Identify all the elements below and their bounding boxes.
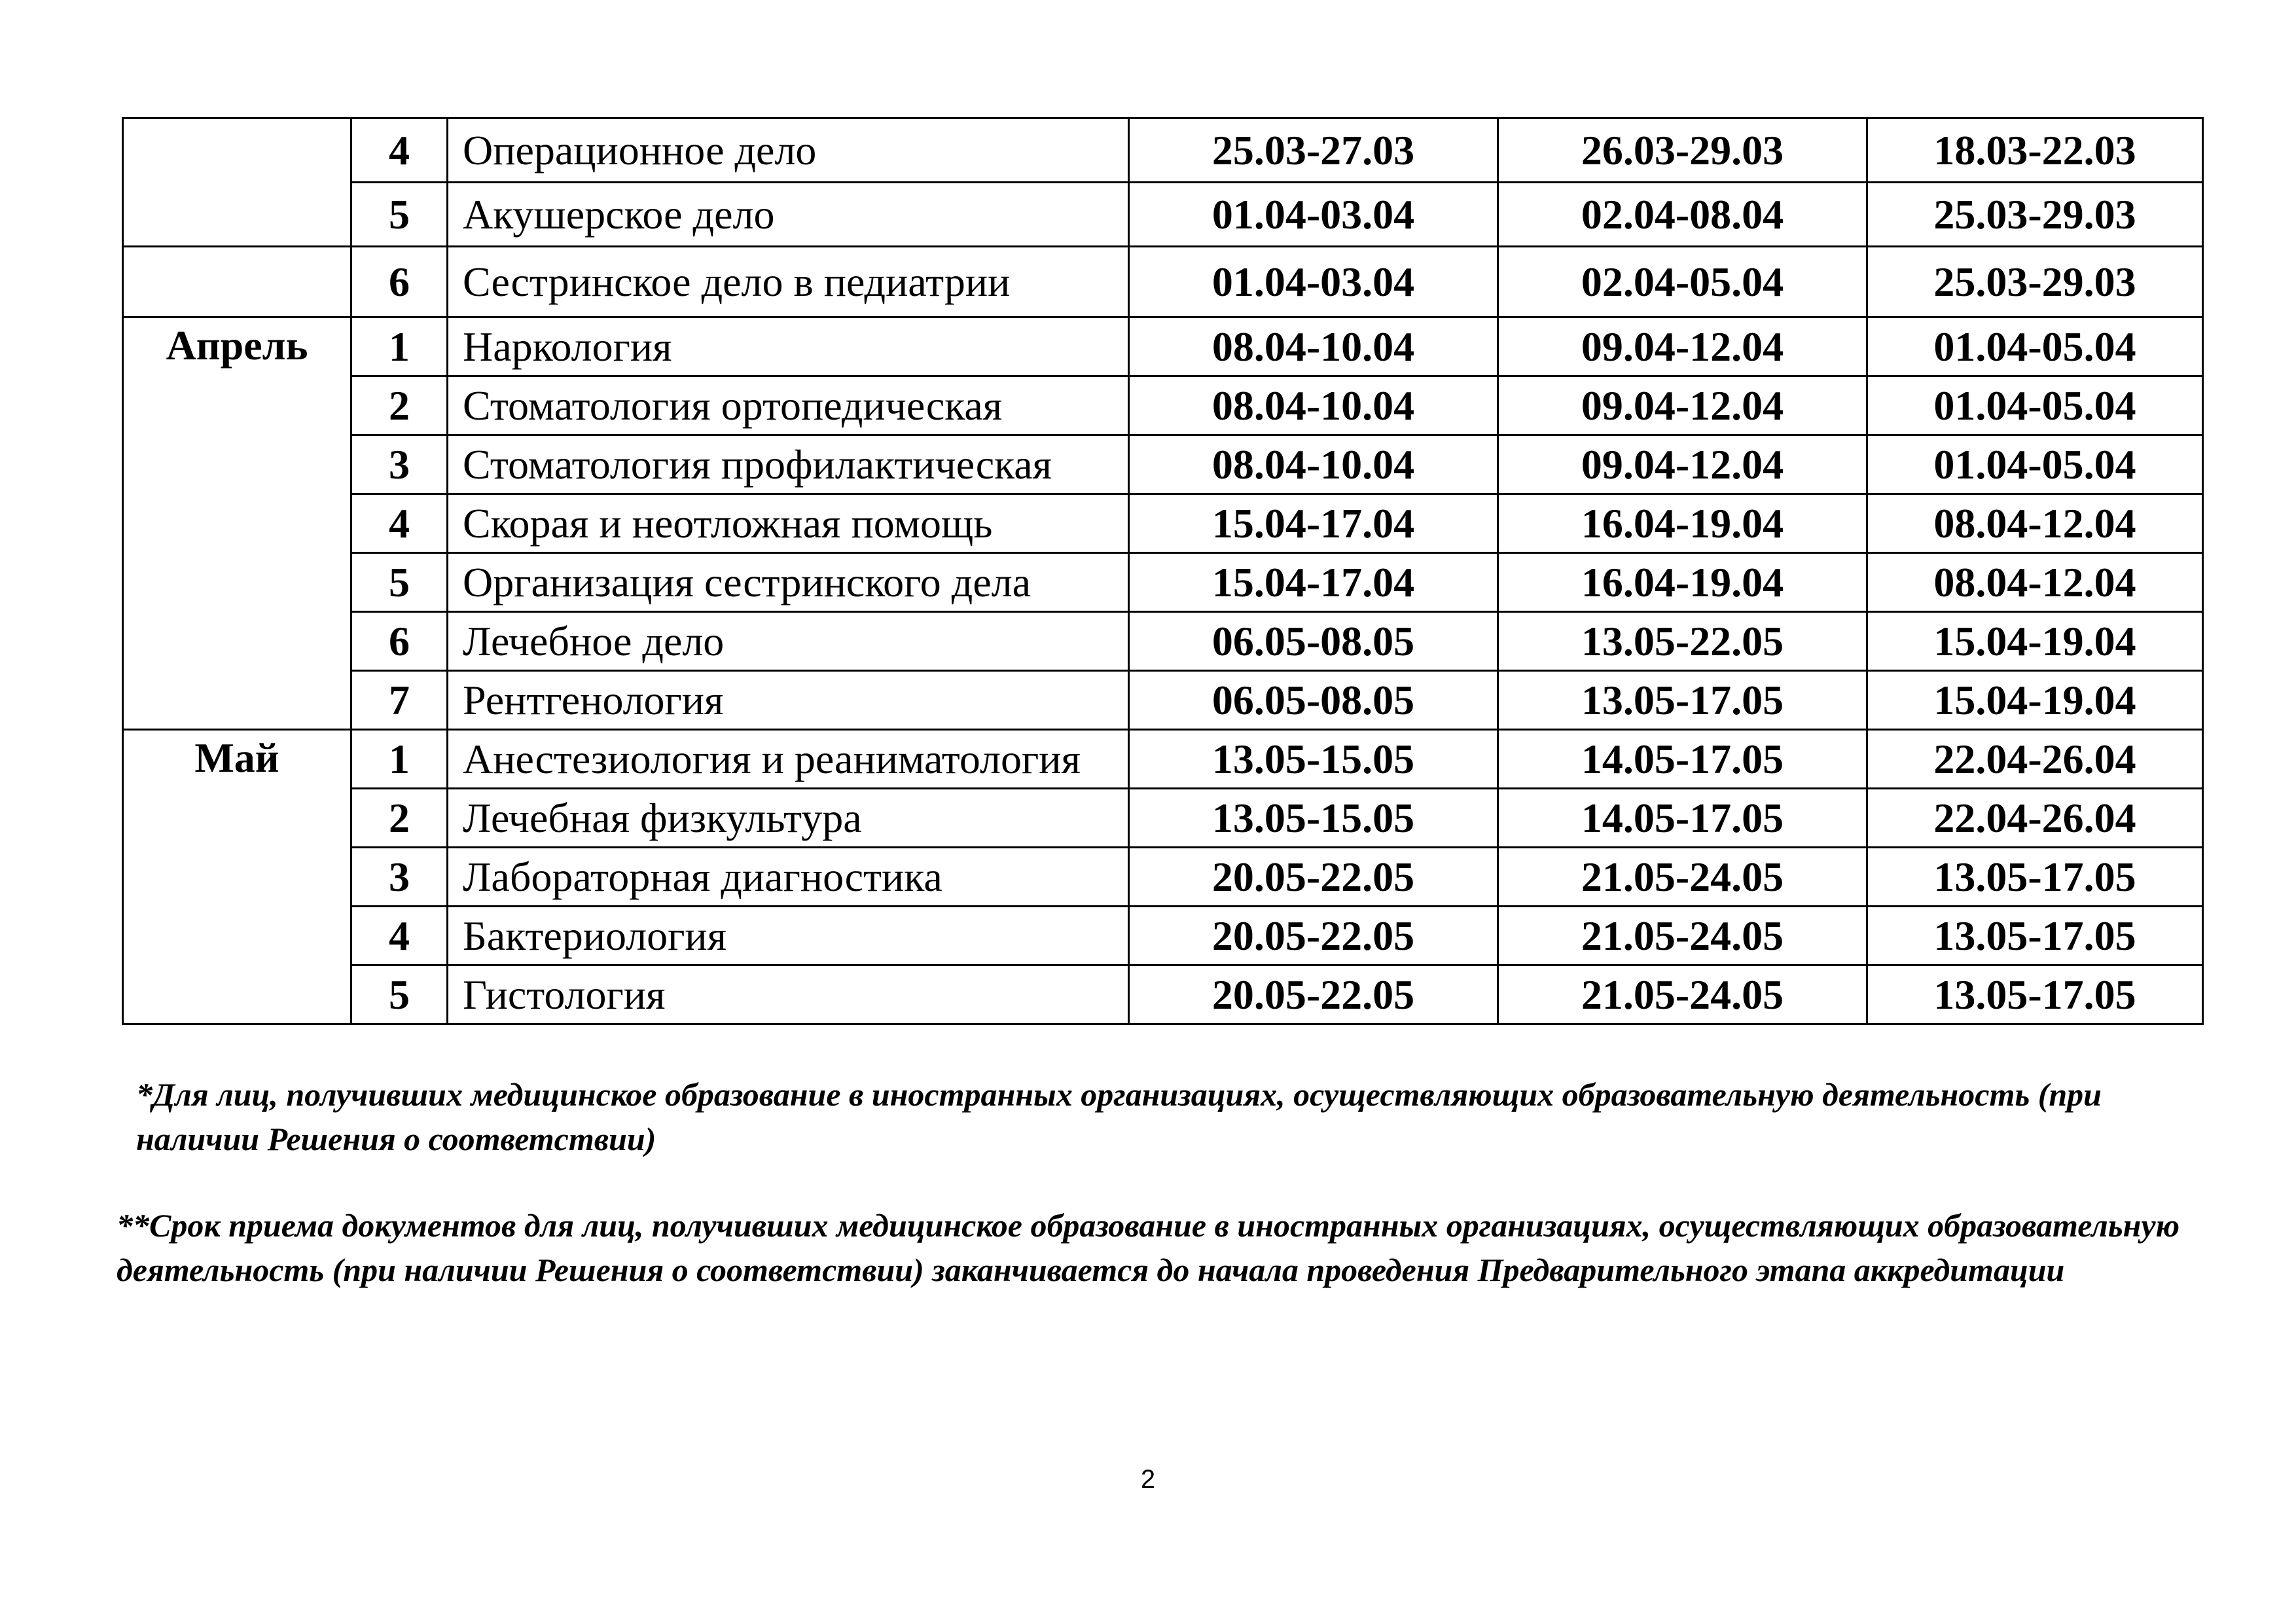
row-number: 5 <box>351 553 448 612</box>
date-range-1: 06.05-08.05 <box>1129 671 1498 730</box>
date-range-1: 20.05-22.05 <box>1129 965 1498 1024</box>
specialty-name: Анестезиология и реаниматология <box>448 730 1129 789</box>
specialty-name: Лечебная физкультура <box>448 789 1129 848</box>
date-range-3: 08.04-12.04 <box>1867 553 2203 612</box>
date-range-2: 13.05-17.05 <box>1498 671 1867 730</box>
date-range-2: 16.04-19.04 <box>1498 494 1867 553</box>
date-range-1: 13.05-15.05 <box>1129 789 1498 848</box>
table-row <box>123 494 2203 553</box>
date-range-1: 25.03-27.03 <box>1129 118 1498 183</box>
date-range-1: 08.04-10.04 <box>1129 317 1498 376</box>
specialty-name: Гистология <box>448 965 1129 1024</box>
specialty-name: Стоматология профилактическая <box>448 435 1129 494</box>
date-range-2: 13.05-22.05 <box>1498 612 1867 671</box>
specialty-name: Скорая и неотложная помощь <box>448 494 1129 553</box>
month-cell-continued <box>123 118 351 247</box>
month-cell-may: Май <box>123 730 351 1024</box>
row-number: 4 <box>351 907 448 965</box>
date-range-2: 21.05-24.05 <box>1498 965 1867 1024</box>
date-range-3: 13.05-17.05 <box>1867 965 2203 1024</box>
date-range-3: 25.03-29.03 <box>1867 183 2203 247</box>
date-range-2: 09.04-12.04 <box>1498 317 1867 376</box>
date-range-1: 20.05-22.05 <box>1129 848 1498 907</box>
date-range-1: 13.05-15.05 <box>1129 730 1498 789</box>
date-range-1: 01.04-03.04 <box>1129 247 1498 317</box>
date-range-2: 09.04-12.04 <box>1498 376 1867 435</box>
row-number: 2 <box>351 789 448 848</box>
specialty-name: Операционное дело <box>448 118 1129 183</box>
specialty-name: Лечебное дело <box>448 612 1129 671</box>
date-range-2: 02.04-05.04 <box>1498 247 1867 317</box>
date-range-2: 21.05-24.05 <box>1498 848 1867 907</box>
date-range-1: 15.04-17.04 <box>1129 553 1498 612</box>
date-range-1: 15.04-17.04 <box>1129 494 1498 553</box>
row-number: 1 <box>351 730 448 789</box>
date-range-3: 15.04-19.04 <box>1867 671 2203 730</box>
table-row <box>123 671 2203 730</box>
table-row <box>123 848 2203 907</box>
accreditation-schedule-table <box>122 117 2204 1025</box>
table-row <box>123 553 2203 612</box>
table-row <box>123 376 2203 435</box>
date-range-1: 20.05-22.05 <box>1129 907 1498 965</box>
date-range-3: 01.04-05.04 <box>1867 435 2203 494</box>
table-row <box>123 247 2203 317</box>
row-number: 5 <box>351 965 448 1024</box>
date-range-3: 08.04-12.04 <box>1867 494 2203 553</box>
row-number: 5 <box>351 183 448 247</box>
table-row <box>123 730 2203 789</box>
specialty-name: Наркология <box>448 317 1129 376</box>
date-range-1: 06.05-08.05 <box>1129 612 1498 671</box>
table-row <box>123 907 2203 965</box>
table-row <box>123 789 2203 848</box>
row-number: 6 <box>351 612 448 671</box>
month-cell-april: Апрель <box>123 317 351 730</box>
date-range-3: 13.05-17.05 <box>1867 907 2203 965</box>
date-range-3: 25.03-29.03 <box>1867 247 2203 317</box>
specialty-name: Акушерское дело <box>448 183 1129 247</box>
table-row <box>123 435 2203 494</box>
table-row <box>123 118 2203 183</box>
specialty-name: Сестринское дело в педиатрии <box>448 247 1129 317</box>
table-row <box>123 317 2203 376</box>
row-number: 6 <box>351 247 448 317</box>
table-row <box>123 612 2203 671</box>
row-number: 4 <box>351 118 448 183</box>
footnote-double-asterisk: **Срок приема документов для лиц, получивших медицинское образование в иностранных организациях, осуществляющих образовательную деятельность (при наличии Решения о соответствии) заканчивается до начала проведения Предварительного этапа аккредитации <box>117 1207 2180 1288</box>
row-number: 7 <box>351 671 448 730</box>
table-row <box>123 965 2203 1024</box>
date-range-3: 18.03-22.03 <box>1867 118 2203 183</box>
row-number: 4 <box>351 494 448 553</box>
date-range-2: 02.04-08.04 <box>1498 183 1867 247</box>
date-range-1: 08.04-10.04 <box>1129 435 1498 494</box>
date-range-2: 14.05-17.05 <box>1498 730 1867 789</box>
row-number: 2 <box>351 376 448 435</box>
row-number: 1 <box>351 317 448 376</box>
specialty-name: Стоматология ортопедическая <box>448 376 1129 435</box>
specialty-name: Рентгенология <box>448 671 1129 730</box>
date-range-2: 09.04-12.04 <box>1498 435 1867 494</box>
date-range-2: 26.03-29.03 <box>1498 118 1867 183</box>
date-range-1: 08.04-10.04 <box>1129 376 1498 435</box>
date-range-1: 01.04-03.04 <box>1129 183 1498 247</box>
date-range-3: 15.04-19.04 <box>1867 612 2203 671</box>
date-range-3: 01.04-05.04 <box>1867 376 2203 435</box>
month-cell-empty <box>123 247 351 317</box>
specialty-name: Лабораторная диагностика <box>448 848 1129 907</box>
date-range-3: 01.04-05.04 <box>1867 317 2203 376</box>
date-range-2: 21.05-24.05 <box>1498 907 1867 965</box>
specialty-name: Бактериология <box>448 907 1129 965</box>
date-range-3: 22.04-26.04 <box>1867 789 2203 848</box>
specialty-name: Организация сестринского дела <box>448 553 1129 612</box>
date-range-2: 14.05-17.05 <box>1498 789 1867 848</box>
row-number: 3 <box>351 848 448 907</box>
date-range-3: 22.04-26.04 <box>1867 730 2203 789</box>
date-range-3: 13.05-17.05 <box>1867 848 2203 907</box>
footnote-single-asterisk: *Для лиц, получивших медицинское образование в иностранных организациях, осуществляющих образовательную деятельность (при наличии Решения о соответствии) <box>136 1076 2102 1157</box>
page-number: 2 <box>1140 1465 1156 1494</box>
date-range-2: 16.04-19.04 <box>1498 553 1867 612</box>
row-number: 3 <box>351 435 448 494</box>
table-row <box>123 183 2203 247</box>
